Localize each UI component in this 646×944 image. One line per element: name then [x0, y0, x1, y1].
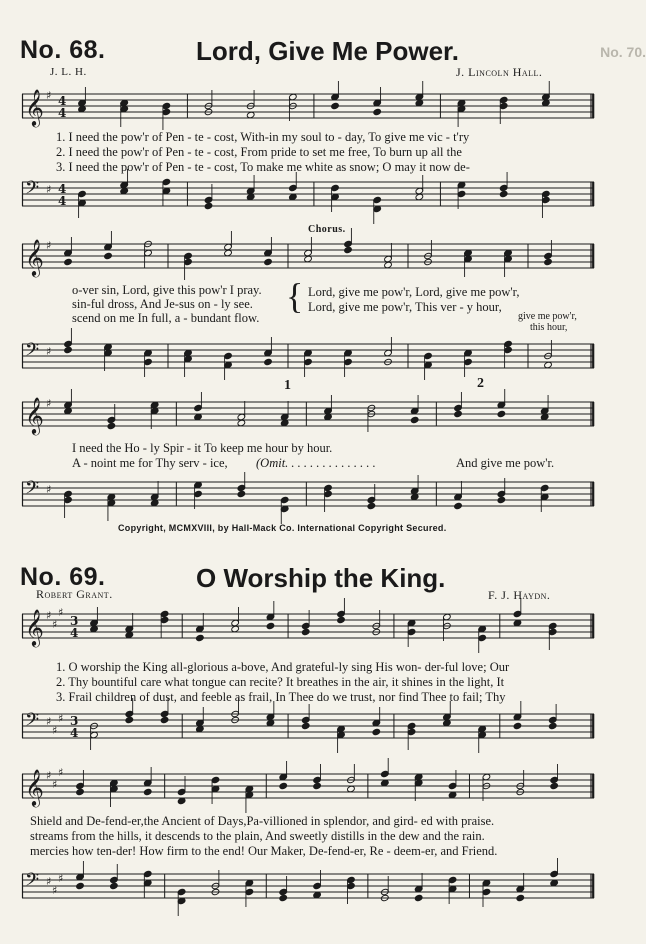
svg-text:♯: ♯ [52, 884, 58, 897]
lyric-line: 2. Thy bountiful care what tongue can recite? It breathes in the air, it shines in the light, It [56, 675, 505, 689]
hymn-composer: F. J. Haydn. [488, 588, 551, 602]
lyric-line: o-ver sin, Lord, give this pow'r I pray. [72, 283, 262, 297]
hymn-author: J. L. H. [50, 66, 87, 78]
lyric-line: 2. I need the pow'r of Pen - te - cost, From pride to set me free, To burn up all the [56, 145, 462, 159]
svg-text:♯: ♯ [46, 875, 52, 888]
svg-text:♯: ♯ [46, 89, 52, 102]
lyric-line: Lord, give me pow'r, Lord, give me pow'r, [308, 285, 520, 299]
lyric-line: 1. O worship the King all-glorious a-bove, And grateful-ly sing His won- der-ful love; Our [56, 660, 510, 674]
music-staff-treble [22, 84, 594, 132]
hymn-composer: J. Lincoln Hall. [456, 65, 543, 79]
lyric-line: 1. I need the pow'r of Pen - te - cost, With-in my soul to - day, To give me vic - t'ry [56, 130, 470, 144]
svg-text:4: 4 [58, 182, 67, 196]
hymn-title: O Worship the King. [196, 563, 446, 593]
lyric-line: 3. Frail children of dust, and feeble as frail, In Thee do we trust, nor find Thee to fail; Thy [56, 690, 506, 704]
music-staff-bass [22, 172, 594, 220]
svg-text:𝄢: 𝄢 [25, 340, 40, 365]
svg-text:♯: ♯ [52, 724, 58, 737]
svg-text:♯: ♯ [46, 345, 52, 358]
svg-text:𝄞: 𝄞 [25, 768, 44, 806]
music-staff-treble [22, 604, 594, 652]
brace-icon: { [286, 276, 304, 316]
svg-text:𝄢: 𝄢 [25, 710, 40, 735]
svg-text:4: 4 [58, 94, 67, 108]
svg-text:♯: ♯ [46, 609, 52, 622]
lyric-line: I need the Ho - ly Spir - it To keep me hour by hour. [72, 441, 333, 455]
svg-text:𝄞: 𝄞 [25, 396, 44, 434]
lyric-line: 3. I need the pow'r of Pen - te - cost, To make me white as snow; O may it now de- [56, 160, 470, 174]
lyric-line: A - noint me for Thy serv - ice, [72, 456, 228, 470]
music-staff-treble [22, 234, 594, 282]
lyric-line: mercies how ten-der! How firm to the end! Our Maker, De-fend-er, Re - deem-er, and Friend. [30, 844, 498, 858]
svg-text:♯: ♯ [58, 712, 64, 725]
svg-text:4: 4 [58, 106, 67, 120]
music-staff-bass [22, 334, 594, 382]
hymn-author: Robert Grant. [36, 587, 113, 601]
lyric-line: give me pow'r, [518, 311, 577, 322]
svg-text:𝄞: 𝄞 [25, 608, 44, 646]
svg-text:4: 4 [70, 726, 79, 740]
lyric-line: And give me pow'r. [456, 456, 555, 470]
lyric-line: Lord, give me pow'r, This ver - y hour, [308, 300, 502, 314]
hymn-number: No. 69. [20, 563, 106, 591]
svg-text:♯: ♯ [46, 715, 52, 728]
svg-text:♯: ♯ [58, 872, 64, 885]
svg-text:♯: ♯ [58, 766, 64, 779]
svg-text:3: 3 [70, 714, 79, 728]
svg-text:♯: ♯ [46, 483, 52, 496]
svg-text:♯: ♯ [46, 769, 52, 782]
lyric-line: sin-ful dross, And Je-sus on - ly see. [72, 297, 253, 311]
ending-mark: 1 [284, 378, 291, 393]
lyric-line: this hour, [530, 322, 568, 333]
chorus-label: Chorus. [308, 224, 346, 235]
music-staff-treble [22, 764, 594, 812]
svg-text:𝄢: 𝄢 [25, 178, 40, 203]
svg-text:4: 4 [70, 626, 79, 640]
svg-text:♯: ♯ [52, 778, 58, 791]
ending-mark: 2 [477, 376, 484, 391]
lyric-line: scend on me In full, a - bundant flow. [72, 311, 260, 325]
hymn-title: Lord, Give Me Power. [196, 36, 459, 66]
svg-text:𝄞: 𝄞 [25, 88, 44, 126]
bleed-through-text: No. 70. [600, 44, 646, 60]
lyric-line: Shield and De-fend-er,the Ancient of Days,Pa-villioned in splendor, and gird- ed with praise. [30, 814, 495, 828]
music-staff-treble [22, 392, 594, 440]
hymn-number: No. 68. [20, 36, 106, 64]
copyright-notice: Copyright, MCMXVIII, by Hall-Mack Co. International Copyright Secured. [118, 523, 447, 533]
svg-text:♯: ♯ [46, 397, 52, 410]
svg-text:4: 4 [58, 194, 67, 208]
svg-text:♯: ♯ [58, 606, 64, 619]
svg-text:3: 3 [70, 614, 79, 628]
lyric-line: streams from the hills, it descends to the plain, And sweetly distills in the dew and the rain. [30, 829, 485, 843]
music-staff-bass [22, 704, 594, 752]
svg-text:♯: ♯ [46, 183, 52, 196]
omit-marker: (Omit. . . . . . . . . . . . . . . [256, 456, 376, 470]
music-staff-bass [22, 864, 594, 912]
svg-text:♯: ♯ [52, 618, 58, 631]
svg-text:𝄞: 𝄞 [25, 238, 44, 276]
svg-text:♯: ♯ [46, 239, 52, 252]
svg-text:𝄢: 𝄢 [25, 870, 40, 895]
svg-text:𝄢: 𝄢 [25, 478, 40, 503]
music-staff-bass [22, 472, 594, 520]
